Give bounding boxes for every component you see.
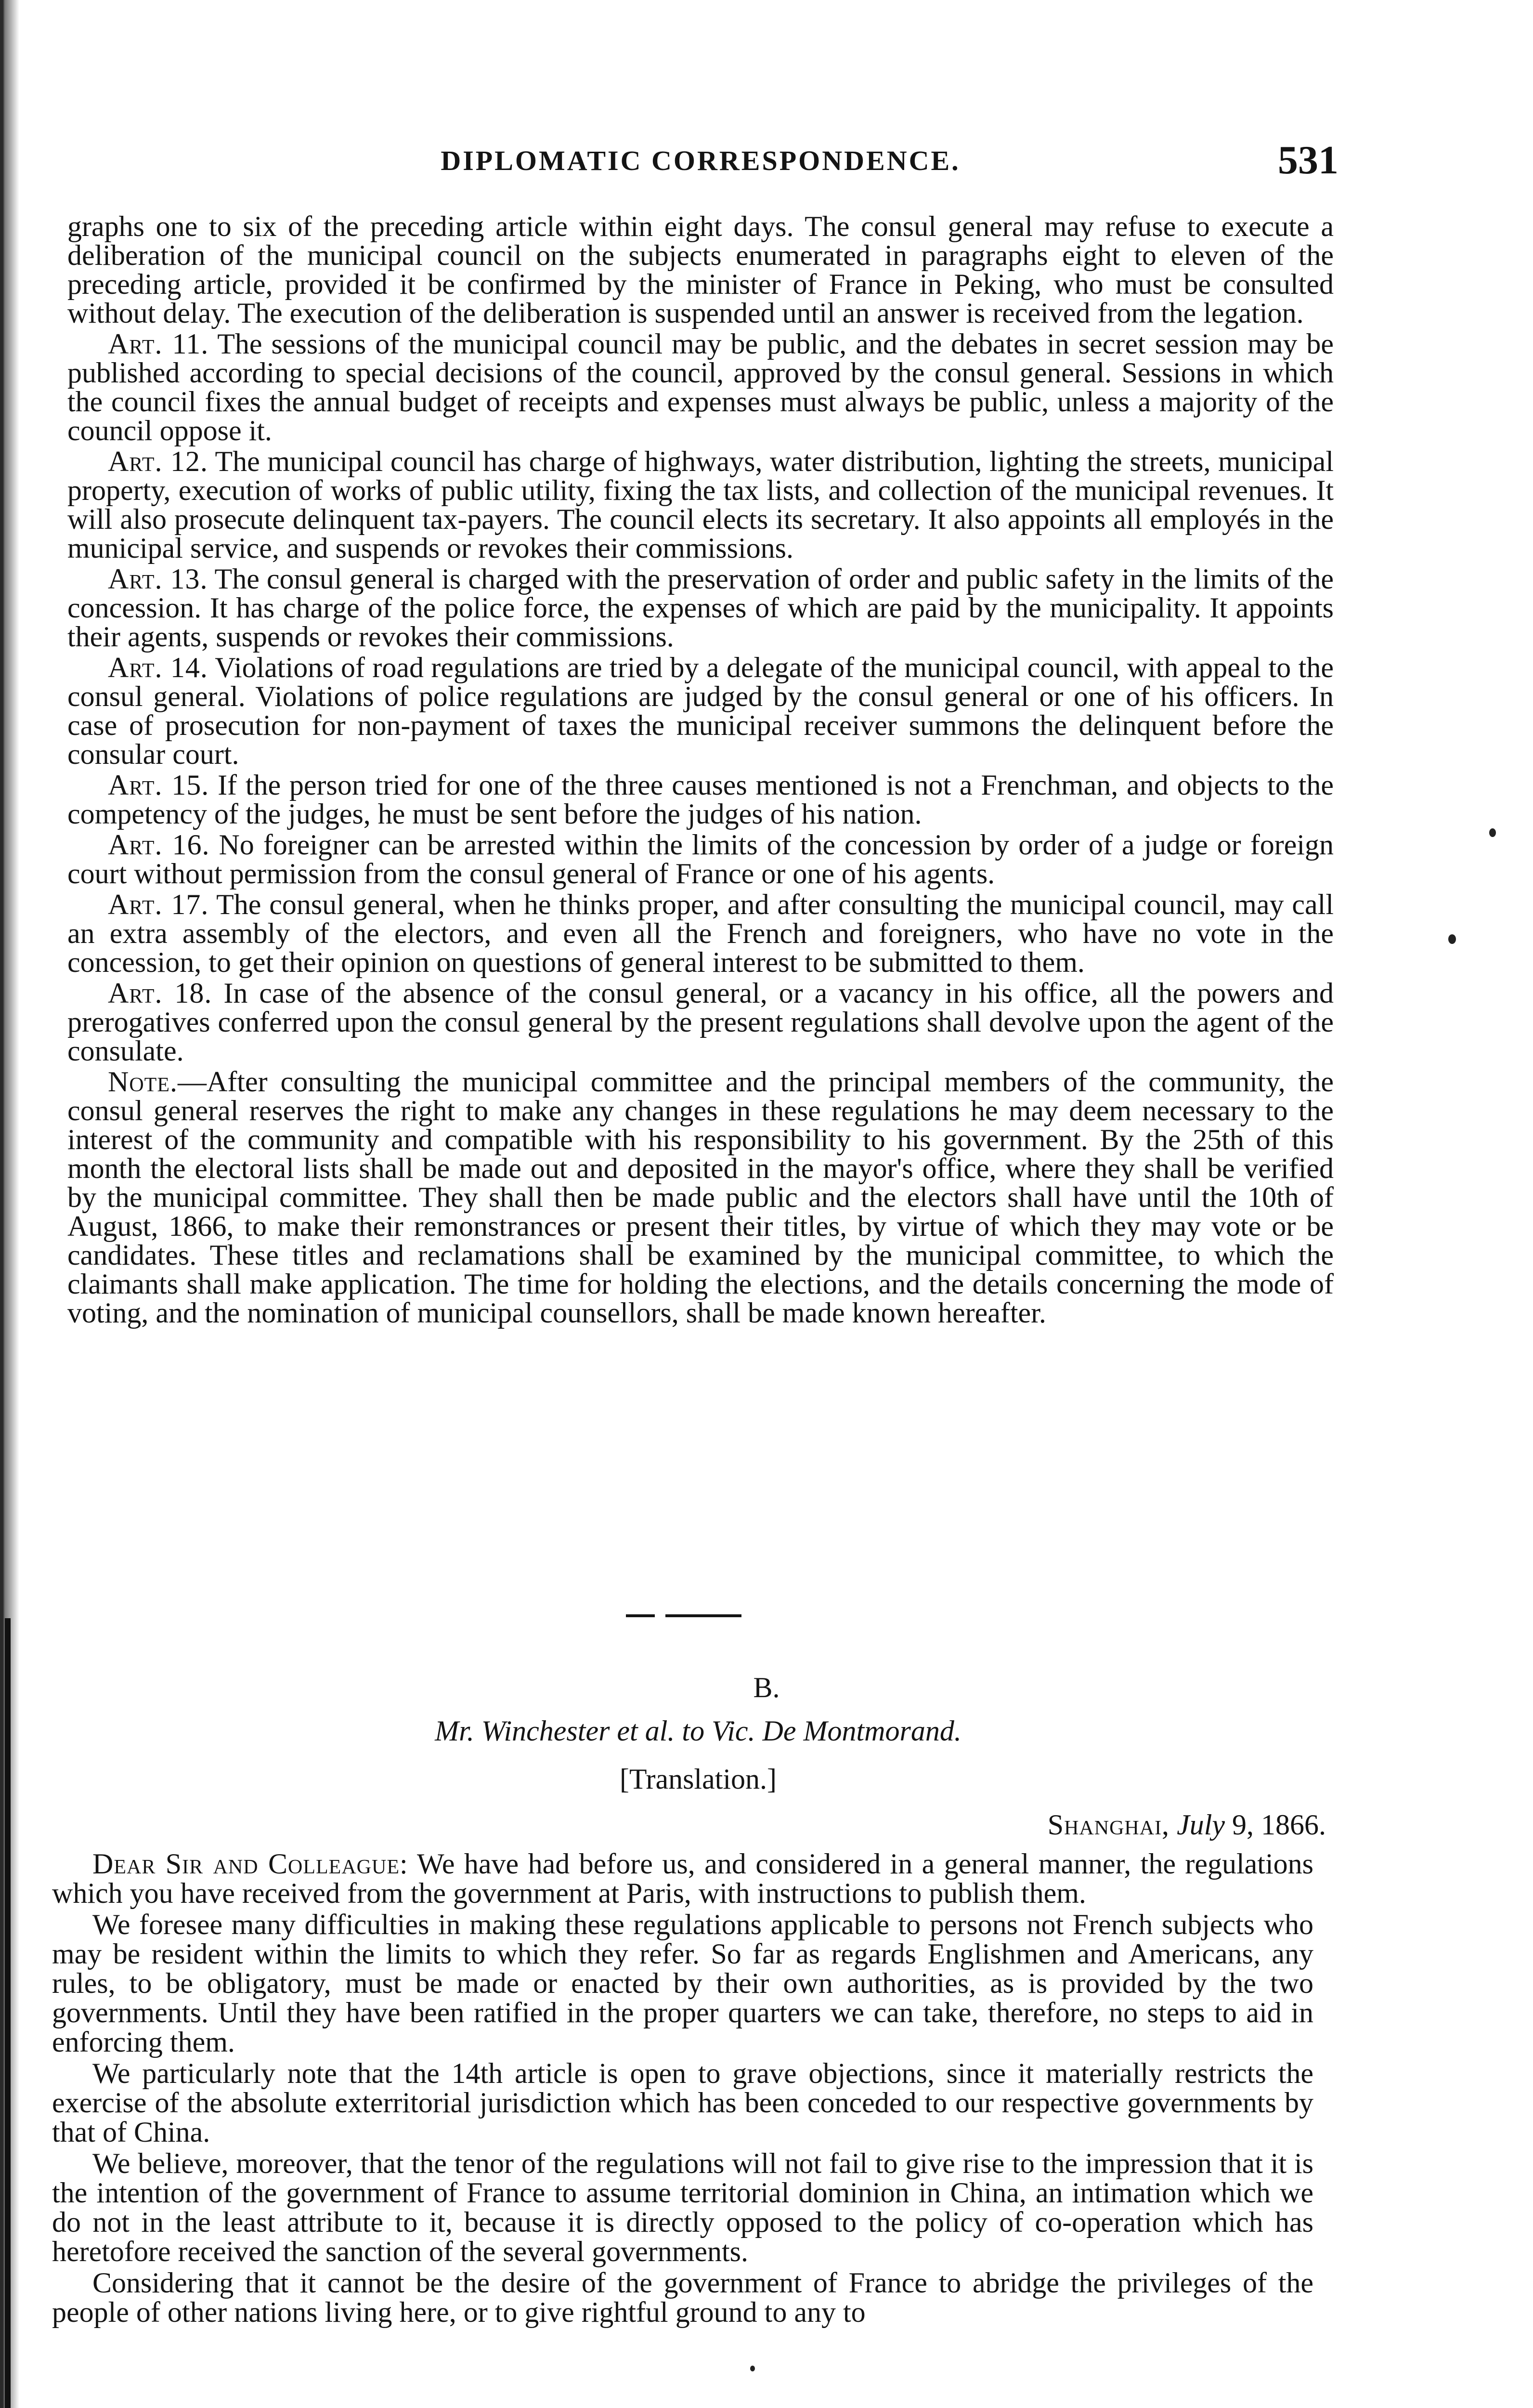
article-label: Art. 16. — [108, 829, 210, 861]
article-label: Art. 17. — [108, 889, 209, 920]
letter-title: Mr. Winchester et al. to Vic. De Montmorand. — [435, 1715, 961, 1747]
dateline-month: July — [1177, 1809, 1225, 1841]
page-header — [67, 138, 1338, 193]
article-label: Art. 11. — [108, 328, 209, 360]
divider-dash — [665, 1614, 741, 1617]
article-13 — [67, 564, 1334, 651]
page-number: 531 — [1278, 138, 1338, 183]
article-text: In case of the absence of the consul general, or a vacancy in his office, all the powers and prerogatives conferred upon the consul general by the present regulations shall devolve upon the agent of the consulate. — [67, 977, 1334, 1067]
article-text: The consul general is charged with the preservation of order and public safety in the limits of the concession. It has charge of the police force, the expenses of which are paid by the municipality. It appoints their agents, suspends or revokes their commissions. — [67, 563, 1334, 653]
article-text: The municipal council has charge of highways, water distribution, lighting the streets, municipal property, execution of works of public utility, fixing the tax lists, and collection of the municipal revenues. It will also prosecute delinquent tax-payers. The council elects its secretary. It also appoints all employés in the municipal service, and suspends or revokes their commissions. — [67, 445, 1334, 564]
letter-body — [52, 1849, 1313, 2329]
article-11 — [67, 329, 1334, 445]
article-text: No foreigner can be arrested within the limits of the concession by order of a judge or foreign court without permission from the consul general of France or one of his agents. — [67, 829, 1334, 890]
article-18 — [67, 979, 1334, 1065]
article-text: The sessions of the municipal council may be public, and the debates in secret session may be published according to special decisions of the council, approved by the consul general. Sessions in which the council fixes the annual budget of receipts and expenses must always be public, unless a majority of the council oppose it. — [67, 328, 1334, 446]
letter-paragraph: We foresee many difficulties in making these regulations applicable to persons not French subjects who may be resident within the limits to which they refer. So far as regards Englishmen and Americans, any rules, to be obligatory, must be made or enacted by their own authorities, as is provided by the two governments. Until they have been ratified in the proper quarters we can take, therefore, no steps to aid in enforcing them. — [52, 1909, 1313, 2058]
article-label: Art. 15. — [108, 769, 209, 801]
translation-note: [Translation.] — [619, 1763, 777, 1795]
paragraph-continuation — [67, 212, 1334, 327]
regulations-text — [67, 212, 1334, 1329]
note-text: —After consulting the municipal committee and the principal members of the community, the consul general reserves the right to make any changes in these regulations he may deem necessary to the interest of the community and compatible with his responsibility to his government. By the 25th of this month the electoral lists shall be made out and deposited in the mayor's office, where they shall be verified by the municipal committee. They shall then be made public and the electors shall have until the 10th of August, 1866, to make their remonstrances or present their titles, by virtue of which they may vote or be candidates. These titles and reclamations shall be examined by the municipal committee, to which the claimants shall make application. The time for holding the elections, and the details concerning the mode of voting, and the nomination of municipal counsellors, shall be made known hereafter. — [67, 1066, 1334, 1329]
divider-dash — [626, 1614, 655, 1617]
article-text: Violations of road regulations are tried by a delegate of the municipal council, with appeal to the consul general. Violations of police regulations are judged by the consul general or one of his officers. In case of prosecution for non-payment of taxes the municipal receiver summons the delinquent before the consular court. — [67, 652, 1334, 770]
article-label: Art. 12. — [108, 445, 208, 477]
article-12 — [67, 447, 1334, 563]
paragraph-text: We have had before us, and considered in a general manner, the regulations which you have received from the government at Paris, with instructions to publish them. — [52, 1848, 1313, 1909]
section-divider — [626, 1614, 741, 1617]
article-text: If the person tried for one of the three causes mentioned is not a Frenchman, and objects to the competency of the judges, he must be sent before the judges of his nation. — [67, 769, 1334, 830]
dateline — [1048, 1808, 1326, 1842]
section-letter: B. — [753, 1672, 780, 1703]
article-14 — [67, 653, 1334, 769]
article-label: Art. 18. — [108, 977, 212, 1009]
ink-speck — [1448, 934, 1456, 944]
dateline-place: Shanghai, — [1047, 1809, 1170, 1841]
dateline-day-year: 9, 1866. — [1225, 1809, 1326, 1841]
article-label: Art. 13. — [108, 563, 208, 595]
article-15 — [67, 771, 1334, 828]
letter-paragraph: We believe, moreover, that the tenor of the regulations will not fail to give rise to the impression that it is the intention of the government of France to assume territorial dominion in China, an intimation which we do not in the least attribute to it, because it is directly opposed to the policy of co-operation which has heretofore received the sanction of the several governments. — [52, 2147, 1313, 2267]
letter-paragraph — [52, 1849, 1313, 1908]
article-17 — [67, 890, 1334, 977]
salutation: Dear Sir and Colleague: — [92, 1848, 408, 1880]
ink-speck — [1489, 828, 1496, 837]
article-16 — [67, 830, 1334, 888]
article-text: The consul general, when he thinks proper, and after consulting the municipal council, may call an extra assembly of the electors, and even all the French and foreigners, who have no vote in the concession, to get their opinion on questions of general interest to be submitted to them. — [67, 889, 1334, 978]
running-head: DIPLOMATIC CORRESPONDENCE. — [441, 145, 961, 176]
ink-speck — [750, 2366, 755, 2371]
scan-binding-edge — [0, 0, 22, 2408]
note-label: Note. — [108, 1066, 178, 1098]
note-paragraph — [67, 1067, 1334, 1327]
letter-paragraph: Considering that it cannot be the desire of the government of France to abridge the privileges of the people of other nations living here, or to give rightful ground to any to — [52, 2267, 1313, 2328]
letter-paragraph: We particularly note that the 14th article is open to grave objections, since it materially restricts the exercise of the absolute exterritorial jurisdiction which has been conceded to our respective governments by that of China. — [52, 2057, 1313, 2148]
paragraph-text: graphs one to six of the preceding article within eight days. The consul general may refuse to execute a deliberation of the municipal council on the subjects enumerated in paragraphs eight to eleven of the preceding article, provided it be confirmed by the minister of France in Peking, who must be consulted without delay. The execution of the deliberation is suspended until an answer is received from the legation. — [67, 210, 1334, 329]
article-label: Art. 14. — [108, 652, 208, 683]
